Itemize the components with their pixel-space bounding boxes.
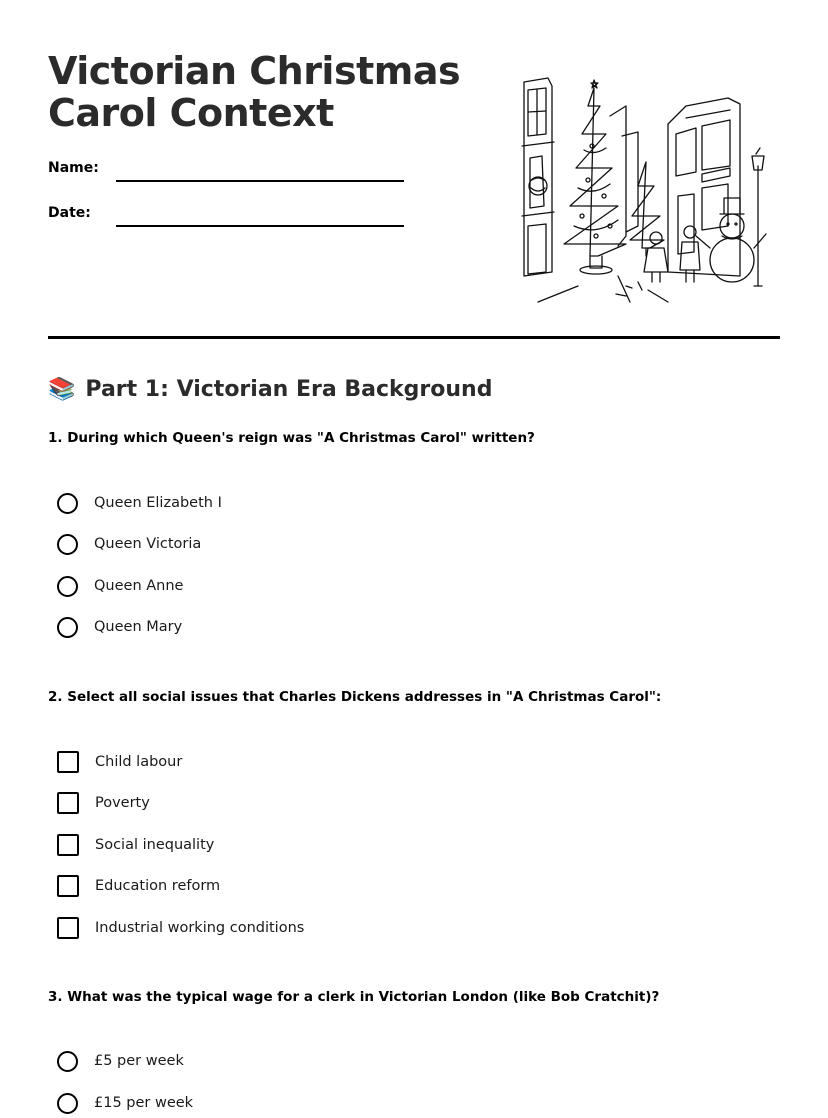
question-1: 1. During which Queen's reign was "A Christmas Carol" written? (48, 430, 535, 446)
radio-button[interactable] (57, 1093, 78, 1114)
q2-option-child-labour[interactable] (57, 749, 182, 775)
checkbox[interactable] (57, 917, 79, 939)
option-label: £15 per week (94, 1095, 194, 1111)
checkbox[interactable] (57, 792, 79, 814)
title-line-2: Carol Context (48, 91, 334, 135)
name-field[interactable] (116, 180, 404, 182)
option-label: Queen Victoria (94, 536, 202, 552)
q1-option-queen-elizabeth[interactable] (57, 490, 222, 516)
radio-button[interactable] (57, 1051, 78, 1072)
date-label: Date: (48, 205, 91, 221)
option-label: Social inequality (95, 837, 215, 853)
q1-option-queen-mary[interactable] (57, 614, 182, 640)
q3-option-15-per-week[interactable] (57, 1090, 193, 1116)
checkbox[interactable] (57, 875, 79, 897)
radio-button[interactable] (57, 534, 78, 555)
name-label: Name: (48, 160, 99, 176)
checkbox[interactable] (57, 751, 79, 773)
radio-button[interactable] (57, 617, 78, 638)
option-label: Queen Anne (94, 578, 184, 594)
part1-title: Part 1: Victorian Era Background (85, 376, 493, 402)
part1-heading (48, 374, 492, 404)
books-icon: 📚 (48, 376, 76, 402)
question-2: 2. Select all social issues that Charles Dickens addresses in "A Christmas Carol": (48, 689, 662, 705)
option-label: Education reform (95, 878, 221, 894)
q1-option-queen-victoria[interactable] (57, 531, 201, 557)
victorian-christmas-street-icon (518, 76, 772, 306)
question-3: 3. What was the typical wage for a clerk in Victorian London (like Bob Cratchit)? (48, 989, 660, 1005)
section-divider (48, 336, 780, 339)
title-line-1: Victorian Christmas (48, 49, 461, 93)
q1-option-queen-anne[interactable] (57, 573, 183, 599)
option-label: Child labour (95, 754, 183, 770)
option-label: Poverty (95, 795, 150, 811)
date-field[interactable] (116, 225, 404, 227)
radio-button[interactable] (57, 576, 78, 597)
option-label: Industrial working conditions (95, 920, 305, 936)
option-label: £5 per week (94, 1053, 184, 1069)
q2-option-industrial-conditions[interactable] (57, 915, 304, 941)
checkbox[interactable] (57, 834, 79, 856)
option-label: Queen Mary (94, 619, 183, 635)
radio-button[interactable] (57, 493, 78, 514)
q3-option-5-per-week[interactable] (57, 1048, 184, 1074)
q2-option-social-inequality[interactable] (57, 832, 214, 858)
worksheet-title (48, 50, 488, 134)
q2-option-education-reform[interactable] (57, 873, 220, 899)
option-label: Queen Elizabeth I (94, 495, 222, 511)
q2-option-poverty[interactable] (57, 790, 150, 816)
